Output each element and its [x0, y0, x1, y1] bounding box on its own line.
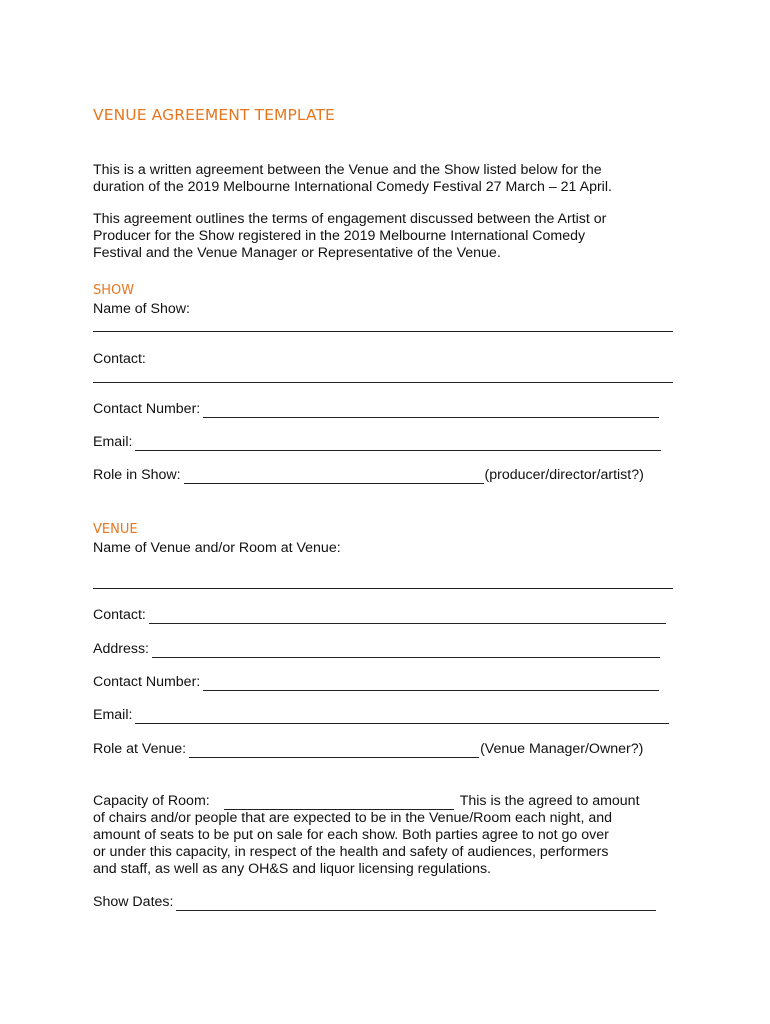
show-role-hint: (producer/director/artist?)	[484, 467, 644, 483]
show-dates-label: Show Dates:	[93, 894, 174, 910]
venue-contact-label: Contact:	[93, 607, 146, 623]
show-name-label: Name of Show:	[93, 301, 190, 317]
venue-role-field	[93, 741, 643, 758]
show-email-line[interactable]	[135, 437, 661, 451]
venue-contact-number-line[interactable]	[203, 677, 659, 691]
venue-address-label: Address:	[93, 641, 149, 657]
show-dates-field	[93, 894, 656, 911]
venue-contact-field	[93, 607, 666, 624]
venue-contact-number-field	[93, 674, 659, 691]
show-contact-number-line[interactable]	[203, 404, 659, 418]
show-role-label: Role in Show:	[93, 467, 181, 483]
document-title: VENUE AGREEMENT TEMPLATE	[93, 106, 335, 124]
venue-contact-number-label: Contact Number:	[93, 674, 201, 690]
venue-section-heading: VENUE	[93, 522, 138, 537]
show-role-field	[93, 467, 644, 484]
show-email-label: Email:	[93, 434, 133, 450]
venue-address-line[interactable]	[152, 644, 660, 658]
capacity-label: Capacity of Room:	[93, 793, 210, 809]
show-contact-number-field	[93, 401, 659, 418]
venue-role-line[interactable]	[189, 744, 479, 758]
show-role-line[interactable]	[184, 470, 484, 484]
venue-contact-line[interactable]	[149, 610, 666, 624]
venue-name-line[interactable]	[93, 587, 673, 589]
intro-paragraph-1: This is a written agreement between the Venue and the Show listed below for the duration of the 2019 Melbourne International Comedy Festival 27 March – 21 April.	[93, 162, 612, 195]
venue-role-label: Role at Venue:	[93, 741, 187, 757]
capacity-line[interactable]	[224, 796, 454, 810]
venue-name-label: Name of Venue and/or Room at Venue:	[93, 540, 341, 556]
venue-email-label: Email:	[93, 707, 133, 723]
intro-paragraph-2: This agreement outlines the terms of engagement discussed between the Artist or Producer for the Show registered in the 2019 Melbourne International Comedy Festival and the Venue Manager or Representative of the Venue.	[93, 211, 607, 261]
capacity-field	[93, 793, 640, 810]
venue-email-line[interactable]	[135, 710, 669, 724]
venue-email-field	[93, 707, 669, 724]
show-dates-line[interactable]	[176, 897, 656, 911]
venue-role-hint: (Venue Manager/Owner?)	[480, 741, 644, 757]
show-section-heading: SHOW	[93, 283, 135, 298]
show-contact-label: Contact:	[93, 351, 146, 367]
show-contact-line[interactable]	[93, 381, 673, 383]
venue-address-field	[93, 641, 660, 658]
capacity-paragraph: of chairs and/or people that are expected to be in the Venue/Room each night, and amount of seats to be put on sale for each show. Both parties agree to not go over or under this capacity, in respect of the health and safety of audiences, performers and staff, as well as any OH&S and liquor licensing regulations.	[93, 810, 612, 877]
show-email-field	[93, 434, 661, 451]
show-contact-number-label: Contact Number:	[93, 401, 201, 417]
capacity-text-first: This is the agreed to amount	[459, 793, 640, 809]
show-name-line[interactable]	[93, 330, 673, 332]
